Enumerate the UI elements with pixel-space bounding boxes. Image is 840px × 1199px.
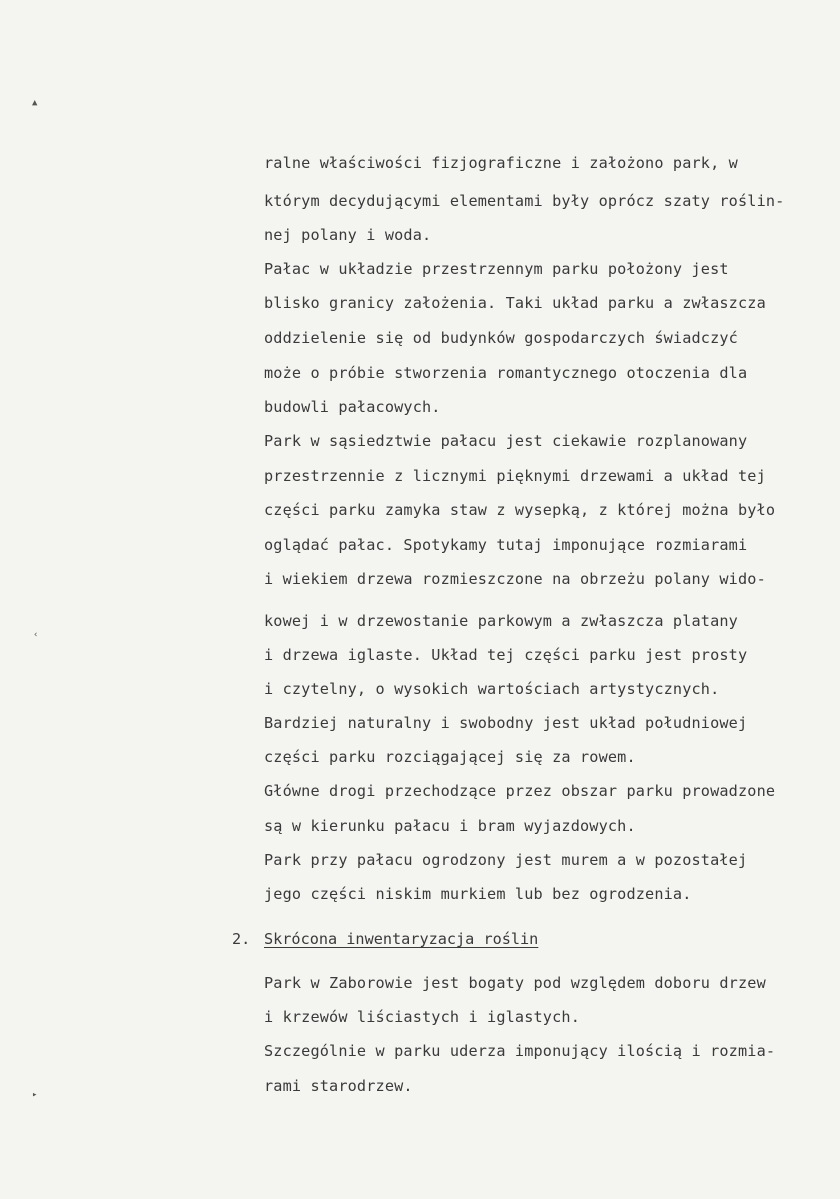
text-line: kowej i w drzewostanie parkowym a zwłaszcza platany: [264, 612, 738, 630]
text-line: rami starodrzew.: [264, 1077, 413, 1095]
text-line: Park przy pałacu ogrodzony jest murem a w pozostałej: [264, 851, 748, 869]
text-line: Szczególnie w parku uderza imponujący ilością i rozmia-: [264, 1042, 776, 1060]
text-line: budowli pałacowych.: [264, 398, 441, 416]
text-line: może o próbie stworzenia romantycznego otoczenia dla: [264, 364, 748, 382]
section-title: Skrócona inwentaryzacja roślin: [264, 930, 539, 948]
text-line: którym decydującymi elementami były oprócz szaty roślin-: [264, 192, 785, 210]
text-line: i wiekiem drzewa rozmieszczone na obrzeżu polany wido-: [264, 570, 766, 588]
text-line: są w kierunku pałacu i bram wyjazdowych.: [264, 817, 636, 835]
text-line: i czytelny, o wysokich wartościach artystycznych.: [264, 680, 720, 698]
margin-mark-icon: ▲: [32, 98, 38, 108]
text-line: blisko granicy założenia. Taki układ parku a zwłaszcza: [264, 294, 766, 312]
margin-mark-icon: ‹: [33, 630, 39, 640]
text-line: oglądać pałac. Spotykamy tutaj imponujące rozmiarami: [264, 536, 748, 554]
text-line: nej polany i woda.: [264, 226, 432, 244]
text-line: Główne drogi przechodzące przez obszar parku prowadzone: [264, 782, 776, 800]
text-line: Bardziej naturalny i swobodny jest układ południowej: [264, 714, 748, 732]
text-line: Park w Zaborowie jest bogaty pod względem doboru drzew: [264, 974, 766, 992]
margin-mark-icon: ▸: [32, 1090, 38, 1100]
text-line: Pałac w układzie przestrzennym parku położony jest: [264, 260, 729, 278]
text-line: oddzielenie się od budynków gospodarczych świadczyć: [264, 329, 738, 347]
text-line: części parku rozciągającej się za rowem.: [264, 748, 636, 766]
text-line: jego części niskim murkiem lub bez ogrodzenia.: [264, 885, 692, 903]
section-number: 2.: [232, 930, 251, 948]
text-line: ralne właściwości fizjograficzne i założono park, w: [264, 154, 738, 172]
text-line: i krzewów liściastych i iglastych.: [264, 1008, 580, 1026]
text-line: i drzewa iglaste. Układ tej części parku jest prosty: [264, 646, 748, 664]
text-line: przestrzennie z licznymi pięknymi drzewami a układ tej: [264, 467, 766, 485]
text-line: Park w sąsiedztwie pałacu jest ciekawie rozplanowany: [264, 432, 748, 450]
text-line: części parku zamyka staw z wysepką, z której można było: [264, 501, 776, 519]
